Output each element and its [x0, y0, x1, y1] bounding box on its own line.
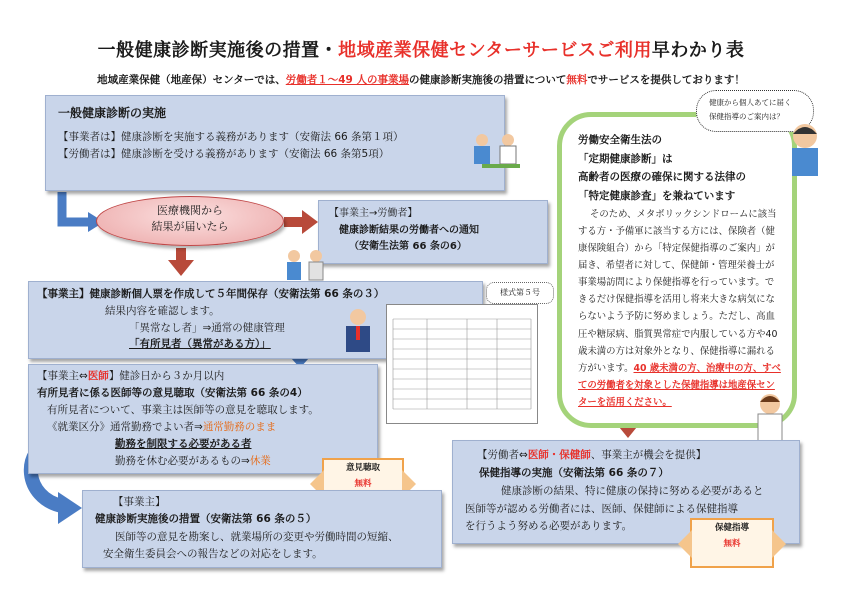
box3-head: 【事業主】健康診断個人票を作成して５年間保存（安衛法第 66 条の３） [37, 288, 385, 300]
box6-line1: 保健指導の実施（安衛法第 66 条の７） [479, 466, 669, 479]
bubble-line1: 健康から個人あてに届く [709, 98, 792, 107]
box5-line3: 安全衛生委員会への報告などの対応をします。 [103, 547, 323, 560]
box2-line1: 健康診断結果の労働者への通知 [339, 224, 479, 236]
box5-line2: 医師等の意見を勘案し、就業場所の変更や労働時間の短縮、 [115, 530, 399, 543]
ellipse-line2: 結果が届いたら [151, 219, 229, 233]
box4-head: 【事業主⇔医師】健診日から３か月以内 [37, 370, 225, 382]
box3-line1: 結果内容を確認します。 [105, 304, 220, 317]
form-sheet-image [386, 304, 538, 424]
box4-line4: 勤務を制限する必要がある者 [115, 438, 252, 450]
box5-head: 【事業主】 [113, 496, 166, 508]
box4-line5: 勤務を休む必要があるもの⇒休業 [115, 455, 271, 467]
box4-line2: 有所見者について、事業主は医師等の意見を聴取します。 [47, 404, 319, 416]
box4-line1: 有所見者に係る医師等の意見聴取（安衛法第 66 条の4） [37, 387, 308, 399]
box6-line2: 健康診断の結果、特に健康の保持に努める必要があると [501, 484, 764, 497]
box6-head: 【労働者⇔医師・保健師、事業主が機会を提供】 [477, 449, 707, 461]
specific-checkup-info [557, 112, 797, 428]
people-illustration [284, 248, 328, 284]
box6-line3: 医師等が認める労働者には、医師、保健師による保健指導 [465, 502, 738, 515]
arrow-head-5 [58, 492, 82, 524]
box1-line2: 【労働者は】健康診断を受ける義務があります（安衛法 66 条第5項） [58, 147, 390, 160]
green-line4: 「特定健康診査」を兼ねています [578, 190, 736, 203]
box5-line1: 健康診断実施後の措置（安衛法第 66 条の５） [95, 513, 317, 526]
ribbon2-line2: 無料 [723, 539, 741, 550]
bubble-line2: 保健指導のご案内は？ [709, 112, 784, 122]
page-title: 一般健康診断実施後の措置・地域産業保健センターサービスご利用早わかり表 [97, 40, 745, 61]
arrow-head-2 [302, 210, 318, 234]
green-body: そのため、メタボリックシンドロームに該当する方・予備軍に該当する方には、保険者（健康保険組合）から「特定保健指導のご案内」が届き、希望者に対して、保健師・管理栄養士が事業場訪問により保健指導を行っています。できるだけ保健指導を活用し将来大きな病気にならないよう予防に努めましょう。ただし、高血圧や糖尿病、脂質異常症で内服している方や40 歳未満の方は対象外となり、保健指導に漏れる方がいます。40 歳未満の方、治療中の方、すべての労働者を対象とした保健指導は地産保センターを活用ください。 [578, 208, 781, 408]
box6-line4: を行うよう努める必要があります。 [465, 520, 633, 533]
office-worker-illustration [340, 308, 376, 354]
doctor-patient-illustration [468, 130, 528, 180]
ribbon2-line1: 保健指導 [714, 523, 749, 533]
green-red-text: 40 歳未満の方、治療中の方、すべての労働者を対象とした保健指導は地産保センターを活用ください。 [578, 362, 781, 408]
box1-title: 一般健康診断の実施 [58, 106, 167, 120]
green-line2: 「定期健康診断」は [578, 152, 673, 165]
ellipse-line1: 医療機関から [157, 204, 223, 217]
box3-line3: 「有所見者（異常がある方）」 [129, 338, 271, 351]
box1-line1: 【事業者は】健康診断を実施する義務があります（安衛法 66 条第１項） [58, 131, 404, 144]
ribbon-guidance-free [690, 518, 774, 568]
box-health-checkup [45, 95, 505, 191]
box4-line3: 《就業区分》通常勤務でよい者⇒通常勤務のまま [47, 421, 277, 433]
box-notify-worker [318, 200, 548, 264]
green-line3: 高齢者の医療の確保に関する法律の [578, 171, 746, 184]
ribbon1-line1: 意見聴取 [345, 463, 380, 473]
box2-head: 【事業主→労働者】 [329, 208, 418, 219]
box3-line2: 「異常なし者」⇒通常の健康管理 [129, 321, 285, 334]
green-line1: 労働安全衛生法の [578, 134, 662, 146]
arrow-head-3 [168, 260, 194, 276]
box2-line2: （安衛生法第 66 条の6） [349, 241, 467, 252]
page-subtitle: 地域産業保健（地産保）センターでは、労働者１～49 人の事業場の健康診断実施後の措置について無料でサービスを提供しております！ [97, 74, 745, 86]
box-post-checkup-measures [82, 490, 442, 568]
results-arrive-ellipse [96, 196, 284, 246]
person-thinking-illustration [780, 120, 830, 180]
arrow-box1-to-ellipse [62, 192, 90, 222]
ribbon1-line2: 無料 [354, 479, 372, 490]
form-number-label: 様式第５号 [486, 282, 554, 304]
